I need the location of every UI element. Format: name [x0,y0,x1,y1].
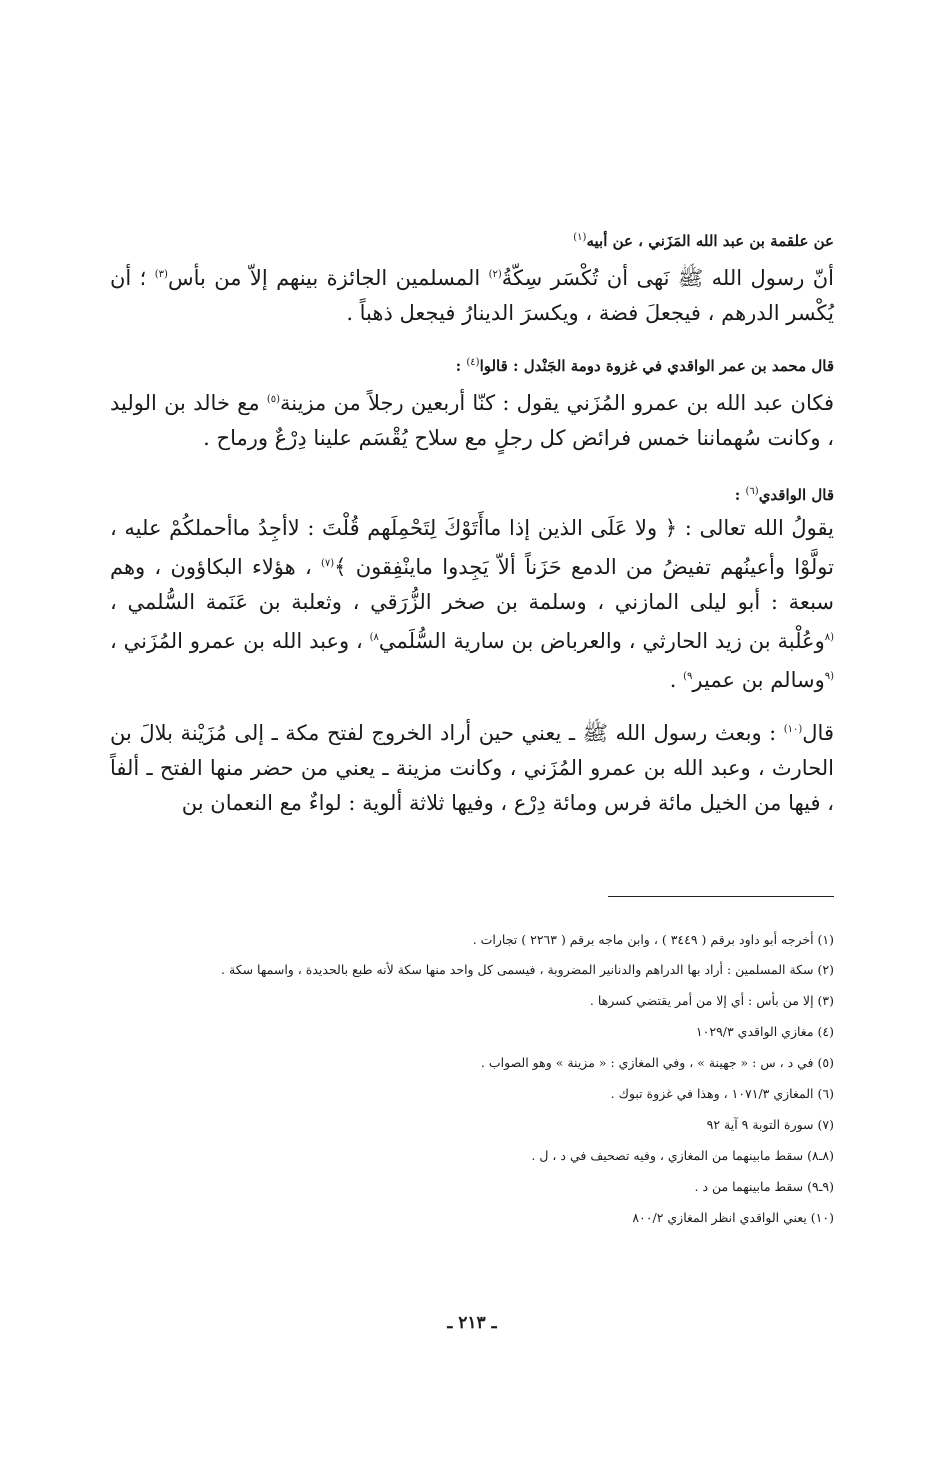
footnote-item: (٢) سكة المسلمين : أراد بها الدراهم والدنانير المضروبة ، فيسمى كل واحد منها سكة لأنه طبع بالحديدة ، واسمها سكة . [221,962,834,977]
text-run: ، وعبد الله بن عمرو المُزَني ، [110,629,370,653]
text-run: ؛ أن يُكْسر الدرهم ، فيجعلَ فضة ، ويكسرَ الدينارُ فيجعل ذهباً . [110,266,834,325]
text-run: مع خالد بن الوليد ، وكانت سُهماننا خمس فرائض كل رجلٍ مع سلاح يُقْسَم علينا دِرْعٌ ورماح . [110,391,834,450]
footnote-ref: (٢) [488,269,502,280]
footnote-item: (٤) مغازي الواقدي ١٠٢٩/٣ [695,1024,834,1039]
footnote-item: (٩ـ٩) سقط مابينهما من د . [694,1179,834,1194]
text-run: قال [802,721,834,745]
text-run: المسلمين الجائزة بينهم إلاّ من بأس [167,266,489,290]
footnote-ref: (١) [573,232,587,243]
text-run: فكان عبد الله بن عمرو المُزَني يقول : كنّا أربعين رجلاً من مزينة [280,391,834,415]
section-heading-3 [110,478,834,509]
paragraph-4 [110,712,834,821]
text-run: وعُلْبة بن زيد الحارثي ، والعرباض بن سارية السُّلَمي [378,629,825,653]
heading-text: قال الواقدي [758,486,834,504]
text-run: يقولُ الله تعالى : ﴿ ولا عَلَى الذين إذا ماأَتَوْكَ لِتَحْمِلَهم قُلْتَ : لاأجِدُ ماأحملكُمْ عليه ، تولَّوْا وأعينُهم تفيضُ من الدمع حَزَناً ألاّ يَجِدوا ماينْفِقون ﴾ [110,516,834,579]
footnote-ref: (٣) [154,269,168,280]
footnote-ref: ٩) [683,671,693,682]
heading-colon: : [734,486,746,504]
section-heading-1 [110,224,834,255]
footnote-ref: (٨ [824,632,834,643]
footnote-item: (١) أخرجه أبو داود برقم ( ٣٤٤٩ ) ، وابن ماجه برقم ( ٢٢٦٣ ) تجارات . [472,932,834,947]
text-run: . [669,668,684,692]
footnote-ref: (٥) [266,394,281,405]
footnote-item: (٣) إلا من بأس : أي إلا من أمر يقتضي كسرها . [589,993,834,1008]
footnote-item: (٧) سورة التوبة ٩ آية ٩٢ [706,1117,834,1132]
text-run: ، هؤلاء البكاؤون ، وهم سبعة : أبو ليلى المازني ، وسلمة بن صخر الزُّرَقي ، وثعلبة بن عَنَمة السُّلمي ، [110,555,834,614]
paragraph-1 [110,257,834,331]
heading-colon: : [455,357,467,375]
text-run: وسالم بن عمير [692,668,825,692]
heading-text: قال محمد بن عمر الواقدي في غزوة دومة الجَنْدل : قالوا [479,357,834,375]
footnote-ref: (٩ [824,671,834,682]
page-number: ـ ٢١٣ ـ [447,1313,497,1333]
footnote-item: (٨ـ٨) سقط مابينهما من المغازي ، وفيه تصحيف في د ، ل . [531,1148,834,1163]
footnote-ref: (٧) [320,558,335,569]
footnote-ref: ٨) [369,632,379,643]
footnote-divider [608,896,834,897]
footnote-item: (٦) المغازي ١٠٧١/٣ ، وهذا في غزوة تبوك . [610,1086,834,1101]
main-text [110,224,834,821]
footnotes [110,924,834,1233]
text-run: أنّ رسول الله ﷺ نَهى أن تُكْسَر سِكّةُ [501,266,835,290]
footnote-item: (٥) في د ، س : « جهينة » ، وفي المغازي : « مزينة » وهو الصواب . [480,1055,834,1070]
heading-text: عن علقمة بن عبد الله المَزَني ، عن أبيه [586,232,834,250]
footnote-ref: (٤) [466,357,480,368]
paragraph-2 [110,382,834,456]
section-heading-2 [110,349,834,380]
text-run: : وبعث رسول الله ﷺ ـ يعني حين أراد الخروج لفتح مكة ـ إلى مُزَيْنة بلالَ بن الحارث ، وعبد الله بن عمرو المُزَني ، وكانت مزينة ـ يعني من حضر منها الفتح ـ ألفاً ، فيها من الخيل مائة فرس ومائة دِرْع ، وفيها ثلاثة ألوية : لواءٌ مع النعمان بن [110,721,834,815]
paragraph-3 [110,511,834,698]
footnote-ref: (٦) [745,486,759,497]
footnote-ref: (١٠) [783,724,803,735]
footnote-item: (١٠) يعني الواقدي انظر المغازي ٨٠٠/٢ [632,1210,834,1225]
